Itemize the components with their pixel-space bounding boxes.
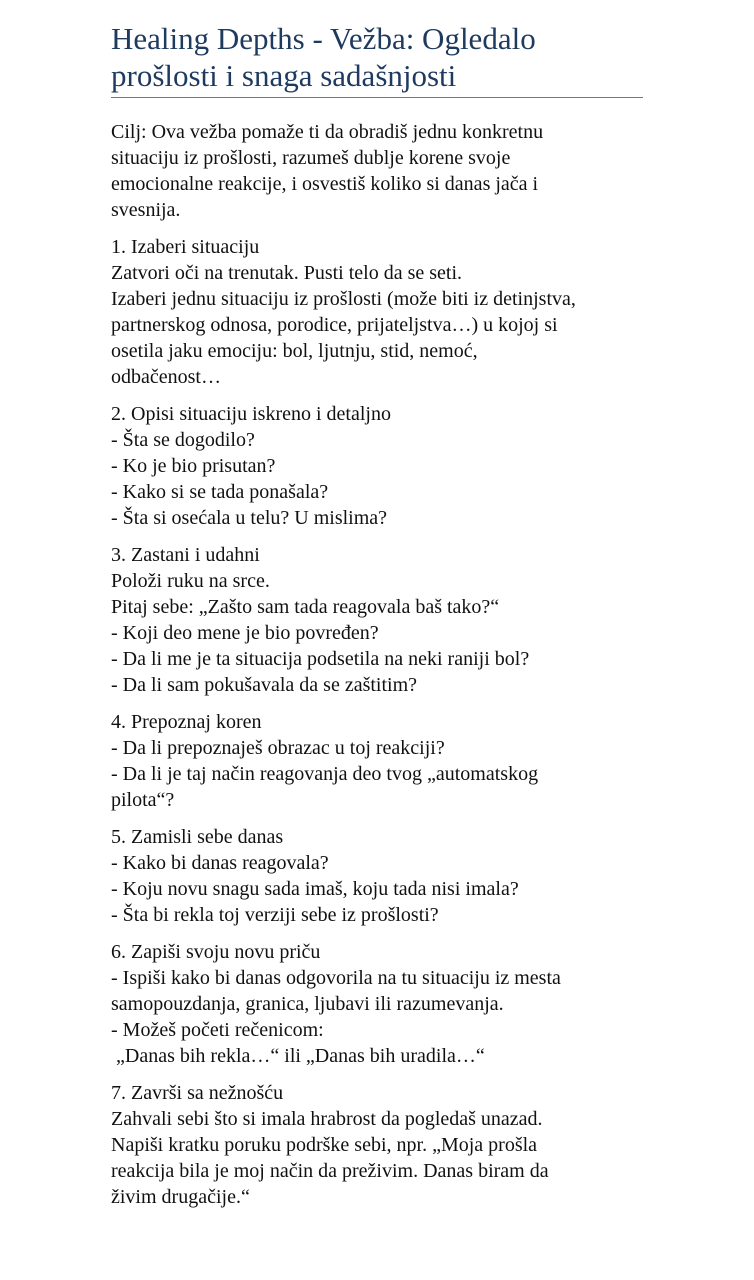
page-title bbox=[111, 20, 643, 98]
document-page bbox=[111, 20, 643, 1221]
text-line: - Ko je bio prisutan? bbox=[111, 455, 276, 477]
text-line: svesnija. bbox=[111, 199, 181, 221]
text-line: - Možeš početi rečenicom: bbox=[111, 1019, 324, 1041]
text-line: - Koji deo mene je bio povređen? bbox=[111, 622, 379, 644]
step-heading: 1. Izaberi situaciju bbox=[111, 236, 260, 258]
text-line: - Da li je taj način reagovanja deo tvog „automatskog bbox=[111, 763, 539, 785]
text-line: živim drugačije.“ bbox=[111, 1186, 250, 1208]
text-line: - Da li sam pokušavala da se zaštitim? bbox=[111, 674, 418, 696]
step-3-section bbox=[111, 542, 643, 698]
text-line: Cilj: Ova vežba pomaže ti da obradiš jednu konkretnu bbox=[111, 121, 544, 143]
text-line: - Kako si se tada ponašala? bbox=[111, 481, 329, 503]
text-line: - Da li prepoznaješ obrazac u toj reakciji? bbox=[111, 737, 445, 759]
text-line: - Da li me je ta situacija podsetila na neki raniji bol? bbox=[111, 648, 530, 670]
step-7-section bbox=[111, 1080, 643, 1210]
text-line: - Šta se dogodilo? bbox=[111, 429, 255, 451]
step-heading: 2. Opisi situaciju iskreno i detaljno bbox=[111, 403, 391, 425]
text-line: Zahvali sebi što si imala hrabrost da pogledaš unazad. bbox=[111, 1108, 543, 1130]
title-line: prošlosti i snaga sadašnjosti bbox=[111, 58, 457, 93]
text-line: odbačenost… bbox=[111, 366, 221, 388]
step-heading: 4. Prepoznaj koren bbox=[111, 711, 262, 733]
step-6-section bbox=[111, 939, 643, 1069]
text-line: osetila jaku emociju: bol, ljutnju, stid, nemoć, bbox=[111, 340, 478, 362]
step-1-section bbox=[111, 234, 643, 390]
text-line: samopouzdanja, granica, ljubavi ili razumevanja. bbox=[111, 993, 504, 1015]
text-line: partnerskog odnosa, porodice, prijateljstva…) u kojoj si bbox=[111, 314, 558, 336]
text-line: pilota“? bbox=[111, 789, 175, 811]
step-heading: 6. Zapiši svoju novu priču bbox=[111, 941, 321, 963]
text-line: - Šta bi rekla toj verziji sebe iz prošlosti? bbox=[111, 904, 439, 926]
step-2-section bbox=[111, 401, 643, 531]
text-line: Položi ruku na srce. bbox=[111, 570, 270, 592]
step-5-section bbox=[111, 824, 643, 928]
text-line: reakcija bila je moj način da preživim. Danas biram da bbox=[111, 1160, 549, 1182]
text-line: - Kako bi danas reagovala? bbox=[111, 852, 329, 874]
text-line: situaciju iz prošlosti, razumeš dublje korene svoje bbox=[111, 147, 511, 169]
text-line: - Ispiši kako bi danas odgovorila na tu situaciju iz mesta bbox=[111, 967, 561, 989]
text-line: - Koju novu snagu sada imaš, koju tada nisi imala? bbox=[111, 878, 519, 900]
step-4-section bbox=[111, 709, 643, 813]
text-line: Izaberi jednu situaciju iz prošlosti (može biti iz detinjstva, bbox=[111, 288, 576, 310]
text-line: „Danas bih rekla…“ ili „Danas bih uradila…“ bbox=[111, 1045, 485, 1067]
text-line: Napiši kratku poruku podrške sebi, npr. „Moja prošla bbox=[111, 1134, 538, 1156]
step-heading: 5. Zamisli sebe danas bbox=[111, 826, 284, 848]
step-heading: 7. Završi sa nežnošću bbox=[111, 1082, 284, 1104]
text-line: emocionalne reakcije, i osvestiš koliko si danas jača i bbox=[111, 173, 539, 195]
step-heading: 3. Zastani i udahni bbox=[111, 544, 260, 566]
text-line: Pitaj sebe: „Zašto sam tada reagovala baš tako?“ bbox=[111, 596, 500, 618]
text-line: - Šta si osećala u telu? U mislima? bbox=[111, 507, 388, 529]
goal-paragraph bbox=[111, 119, 643, 223]
title-line: Healing Depths - Vežba: Ogledalo bbox=[111, 21, 536, 56]
text-line: Zatvori oči na trenutak. Pusti telo da se seti. bbox=[111, 262, 463, 284]
